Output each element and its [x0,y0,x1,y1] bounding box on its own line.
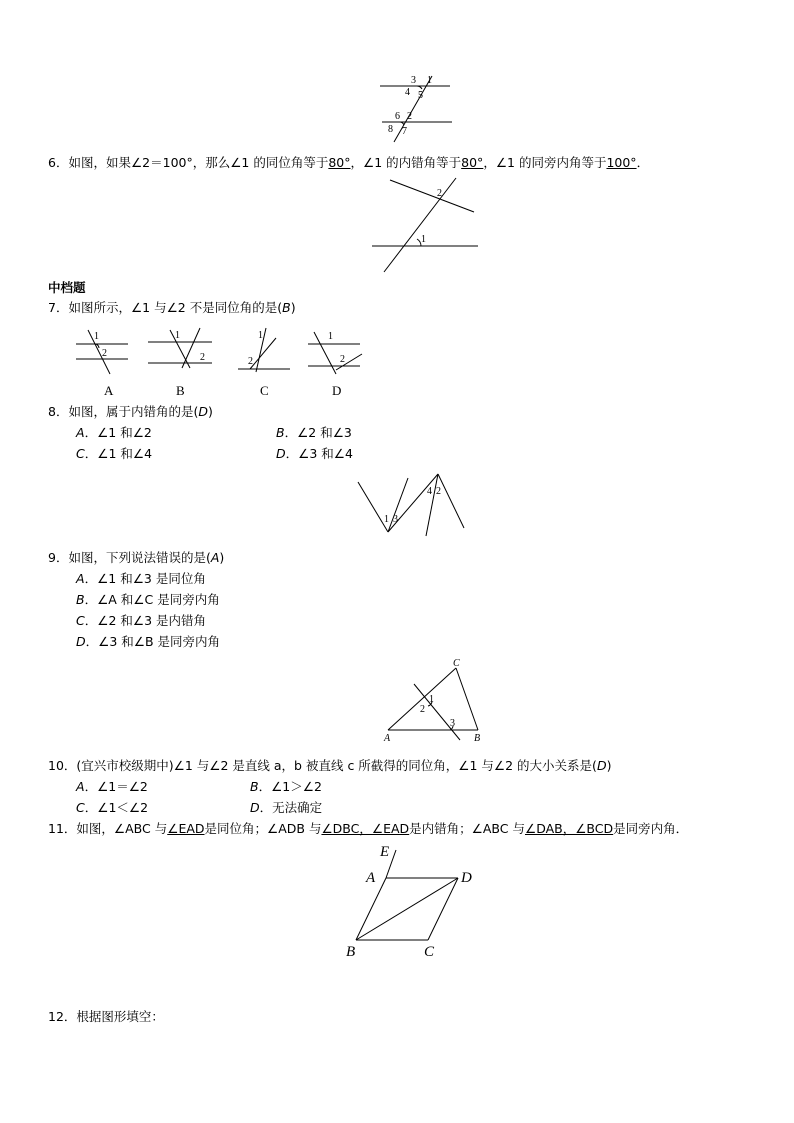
option-c[interactable]: C．∠1＜∠2 [76,800,149,815]
answer-blank-2: ∠DBC，∠EAD [321,821,410,836]
question-11-part1: 11．如图，∠ABC 与 [48,821,168,836]
question-6-figure [366,176,482,274]
question-9-answer: A [210,550,220,565]
answer-blank-1: 80° [328,155,351,170]
option-c[interactable]: C．∠2 和∠3 是内错角 [76,613,206,628]
question-8-close: ) [207,404,213,419]
label: 1 [421,234,426,245]
option-d[interactable]: D．∠3 和∠4 [276,446,353,461]
vertex-label: D [461,870,472,886]
figure-c [238,328,290,398]
question-6-mid2: ，∠1 的同旁内角等于 [483,155,607,170]
label: 3 [411,75,416,86]
label: 2 [407,111,412,122]
label: 3 [450,718,455,729]
question-6-suffix: ． [636,155,650,170]
question-12: 12．根据图形填空： [48,1009,164,1024]
vertex-label: B [474,733,481,744]
question-8-answer: D [198,404,208,419]
question-8 [48,404,213,420]
question-11-figure [340,840,490,964]
vertex-label: C [453,658,460,669]
label: 2 [420,704,425,715]
label: 1 [328,331,333,342]
caption: A [104,383,114,398]
question-10 [48,758,611,774]
vertex-label: A [384,733,391,744]
option-d[interactable]: D．无法确定 [250,800,323,815]
parallel-lines-figure [376,74,460,146]
answer-blank-2: 80° [461,155,484,170]
label: 8 [388,124,393,135]
option-b[interactable]: B．∠A 和∠C 是同旁内角 [76,592,220,607]
label: 5 [418,90,423,101]
vertex-label: A [366,870,376,886]
label: 2 [437,188,442,199]
question-7-answer: B [282,300,291,315]
question-10-stem: 10．(宜兴市校级期中)∠1 与∠2 是直线 a，b 被直线 c 所截得的同位角，∠1 与∠2 的大小关系是( [48,758,597,773]
option-d[interactable]: D．∠3 和∠B 是同旁内角 [76,634,221,649]
question-11-part3: 是内错角；∠ABC 与 [409,821,525,836]
option-a[interactable]: A．∠1 和∠2 [76,425,152,440]
label: 4 [427,486,432,497]
label: 2 [102,348,107,359]
label: 1 [94,331,99,342]
answer-blank-3: ∠DAB，∠BCD [524,821,614,836]
section-title: 中档题 [48,280,86,295]
answer-blank-3: 100° [606,155,637,170]
question-10-close: ) [606,758,612,773]
question-7-close: ) [290,300,296,315]
label: 6 [395,111,400,122]
question-6 [48,155,649,171]
label: 2 [340,354,345,365]
question-8-figure [356,472,468,538]
caption: B [176,383,185,398]
label: 1 [427,75,432,86]
label: 2 [248,356,253,367]
label: 1 [384,514,389,525]
question-7 [48,300,296,316]
question-11 [48,821,688,837]
vertex-label: E [380,844,390,860]
question-9 [48,550,224,566]
question-6-mid1: ，∠1 的内错角等于 [350,155,462,170]
question-9-figure [380,656,490,746]
caption: D [332,383,342,398]
figure-d [308,331,362,398]
label: 4 [405,87,410,98]
figure-b [148,328,212,398]
label: 1 [175,330,180,341]
option-a[interactable]: A．∠1＝∠2 [76,779,148,794]
option-c[interactable]: C．∠1 和∠4 [76,446,153,461]
label: 2 [436,486,441,497]
question-10-answer: D [596,758,607,773]
option-b[interactable]: B．∠1＞∠2 [250,779,322,794]
answer-blank-1: ∠EAD [167,821,205,836]
vertex-label: B [346,944,356,960]
label: 2 [200,352,205,363]
option-a[interactable]: A．∠1 和∠3 是同位角 [76,571,206,586]
question-8-stem: 8．如图，属于内错角的是( [48,404,199,419]
vertex-label: C [424,944,435,960]
label: 1 [429,694,434,705]
question-6-prefix: 6．如图，如果∠2＝100°，那么∠1 的同位角等于 [48,155,329,170]
question-7-stem: 7．如图所示，∠1 与∠2 不是同位角的是( [48,300,283,315]
label: 1 [258,330,263,341]
question-7-figures [70,324,370,400]
question-11-part2: 是同位角；∠ADB 与 [204,821,322,836]
label: 3 [393,514,398,525]
caption: C [260,383,269,398]
figure-a [76,330,128,398]
question-9-stem: 9．如图，下列说法错误的是( [48,550,211,565]
label: 7 [402,126,407,137]
question-11-part4: 是同旁内角． [613,821,689,836]
option-b[interactable]: B．∠2 和∠3 [276,425,352,440]
question-9-close: ) [219,550,225,565]
